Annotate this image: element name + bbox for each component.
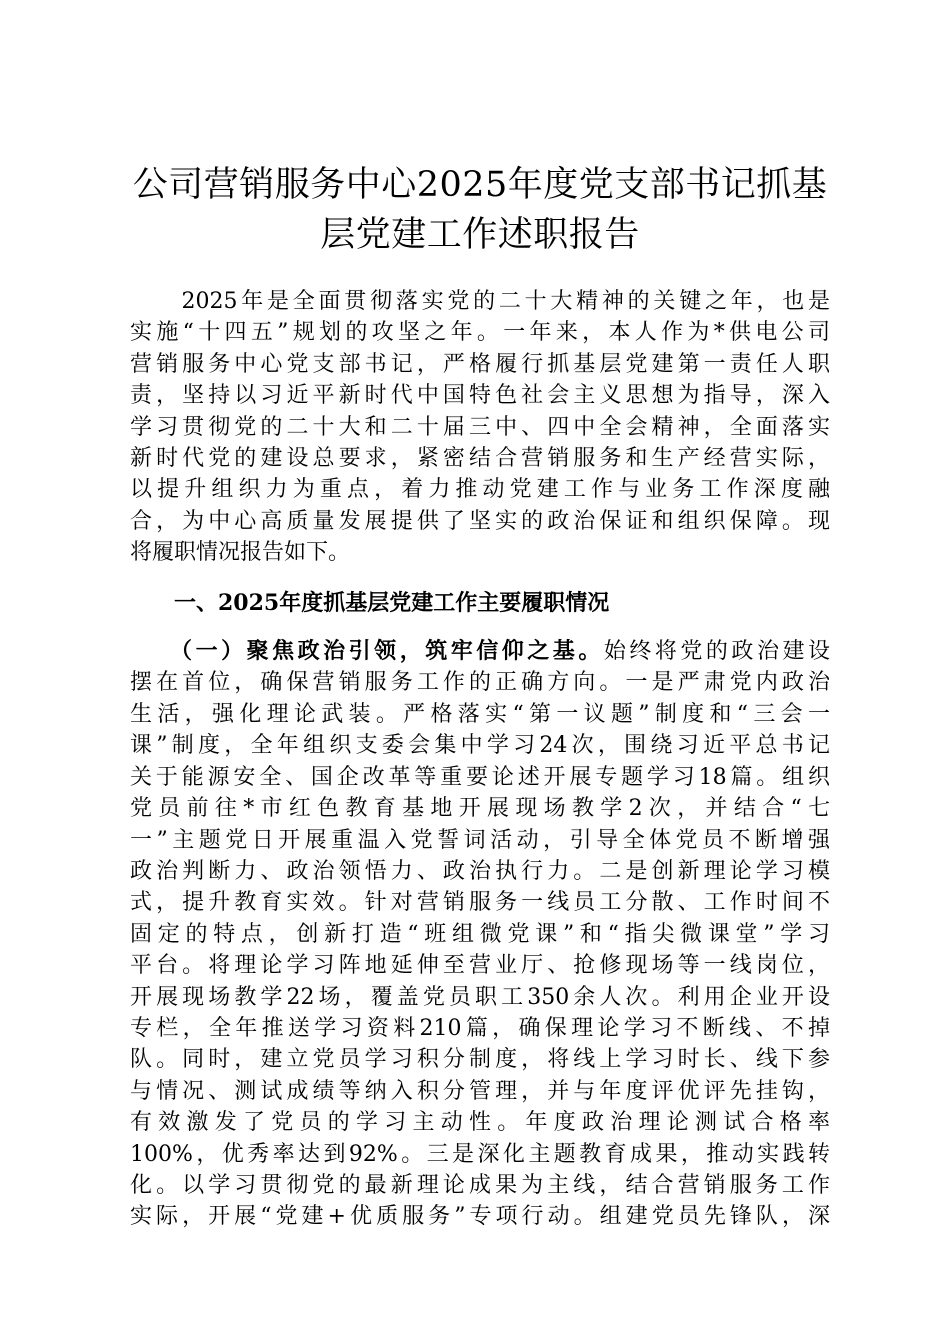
title-line-1: 公司营销服务中心2025年度党支部书记抓基 [132,165,828,205]
section-1-line: 开展现场教学22场，覆盖党员职工350余人次。利用企业开设 [130,984,830,1010]
section-1-line: 100%，优秀率达到92%。三是深化主题教育成果，推动实践转 [130,1141,830,1167]
section-1-first-line-rest: 始终将党的政治建设 [603,639,830,665]
intro-line: 以提升组织力为重点，着力推动党建工作与业务工作深度融 [130,477,830,503]
section-1-line: 党员前往*市红色教育基地开展现场教学2次，并结合“七 [130,796,830,822]
section-1-paragraph [130,636,830,1233]
section-1-line: 有效激发了党员的学习主动性。年度政治理论测试合格率 [130,1110,830,1136]
section-1-line: 专栏，全年推送学习资料210篇，确保理论学习不断线、不掉 [130,1015,830,1041]
intro-line: 2025年是全面贯彻落实党的二十大精神的关键之年，也是 [130,289,830,314]
section-1-line: 关于能源安全、国企改革等重要论述开展专题学习18篇。组织 [130,764,830,790]
intro-line: 将履职情况报告如下。 [130,540,351,566]
section-1-line: 式，提升教育实效。针对营销服务一线员工分散、工作时间不 [130,890,830,916]
section-1-line: 一”主题党日开展重温入党誓词活动，引导全体党员不断增强 [130,827,830,853]
section-heading-1: 一、2025年度抓基层党建工作主要履职情况 [174,589,610,616]
section-1-line: 队。同时，建立党员学习积分制度，将线上学习时长、线下参 [130,1047,830,1073]
intro-line: 营销服务中心党支部书记，严格履行抓基层党建第一责任人职 [130,351,830,377]
section-1-line: 政治判断力、政治领悟力、政治执行力。二是创新理论学习模 [130,858,830,884]
section-1-line: 实际，开展“党建+优质服务”专项行动。组建党员先锋队，深 [130,1204,830,1230]
section-1-line: 固定的特点，创新打造“班组微党课”和“指尖微课堂”学习 [130,921,830,947]
intro-paragraph [130,286,830,569]
section-1-lead: （一）聚焦政治引领，筑牢信仰之基。 [181,638,604,665]
section-1-line: 课”制度，全年组织支委会集中学习24次，围绕习近平总书记 [130,733,830,759]
section-1-line: 摆在首位，确保营销服务工作的正确方向。一是严肃党内政治 [130,670,830,696]
intro-line: 新时代党的建设总要求，紧密结合营销服务和生产经营实际， [130,446,830,472]
intro-line: 实施“十四五”规划的攻坚之年。一年来，本人作为*供电公司 [130,320,830,346]
intro-line: 责，坚持以习近平新时代中国特色社会主义思想为指导，深入 [130,383,830,409]
document-title [130,160,830,260]
section-1-line: 生活，强化理论武装。严格落实“第一议题”制度和“三会一 [130,701,830,727]
title-line-2: 层党建工作述职报告 [320,215,640,255]
intro-line: 学习贯彻党的二十大和二十届三中、四中全会精神，全面落实 [130,414,830,440]
section-1-line: 平台。将理论学习阵地延伸至营业厅、抢修现场等一线岗位， [130,953,830,979]
document-page [130,160,830,1233]
section-1-first-line [130,636,830,667]
intro-line: 合，为中心高质量发展提供了坚实的政治保证和组织保障。现 [130,508,830,534]
section-1-line: 化。以学习贯彻党的最新理论成果为主线，结合营销服务工作 [130,1172,830,1198]
section-1-line: 与情况、测试成绩等纳入积分管理，并与年度评优评先挂钩， [130,1078,830,1104]
